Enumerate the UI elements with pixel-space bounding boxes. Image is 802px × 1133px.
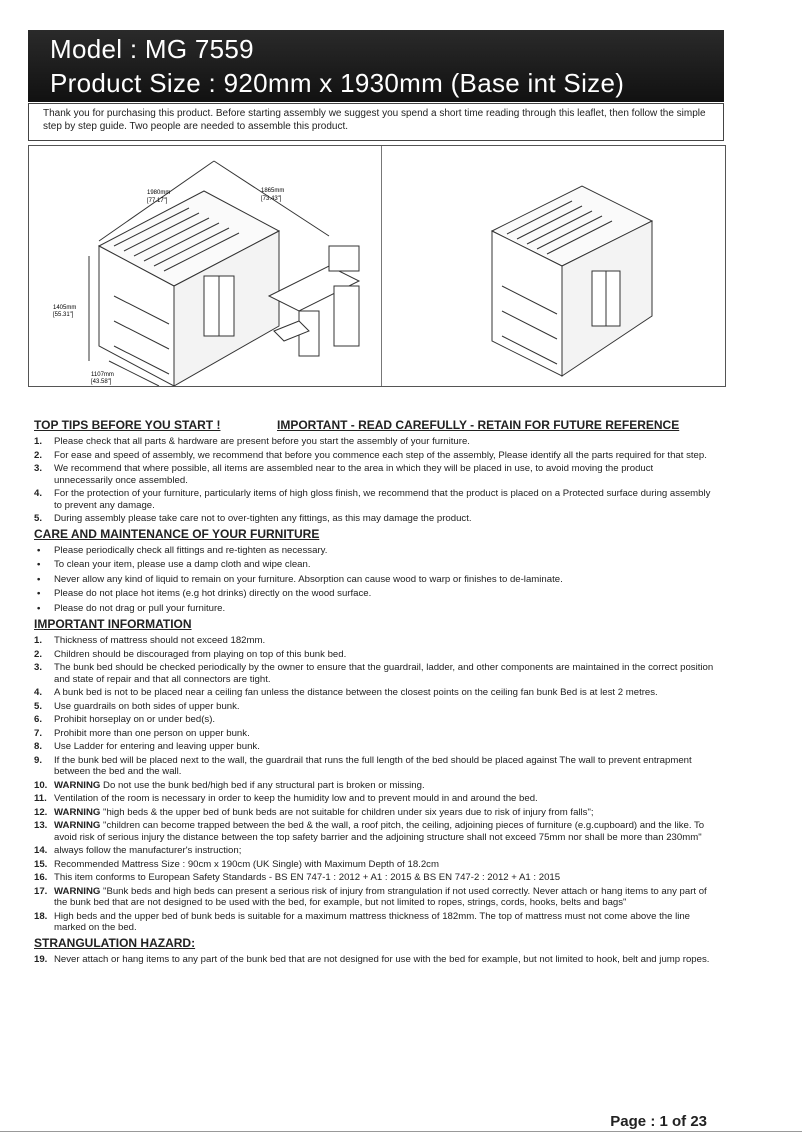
care-heading: CARE AND MAINTENANCE OF YOUR FURNITURE xyxy=(34,526,320,541)
list-item: 13. WARNING "children can become trapped between the bed & the wall, a roof pitch, the ceiling, adjoining pieces of furniture (e.g.cupboard) and the like. To avoid risk of serious injury the distance between the top safety barrier and the adjoining structure shall not exceed 75mm nor shall be more than 230mm" xyxy=(34,820,705,843)
list-item: 10. WARNING Do not use the bunk bed/high bed if any structural part is broken or missing. xyxy=(34,779,425,791)
item-text: Please do not drag or pull your furniture. xyxy=(54,602,226,614)
list-item: 1. Thickness of mattress should not exceed 182mm. xyxy=(34,635,266,646)
list-item: • Never allow any kind of liquid to remain on your furniture. Absorption can cause wood to warp or finishes to de-laminate. xyxy=(37,573,563,585)
list-item: • To clean your item, please use a damp cloth and wipe clean. xyxy=(37,559,311,570)
list-item: 5. Use guardrails on both sides of upper bunk. xyxy=(34,700,240,712)
list-item: 15. Recommended Mattress Size : 90cm x 190cm (UK Single) with Maximum Depth of 18.2cm xyxy=(34,858,439,870)
list-item xyxy=(34,513,714,525)
dim-height-label: 1405mm xyxy=(53,305,77,311)
care-list xyxy=(34,545,714,615)
list-item: 3. The bunk bed should be checked periodically by the owner to ensure that the guardrail, ladder, and other components are maintained in the correct position and state of repair and that all connectors are tight. xyxy=(34,662,714,685)
important-info-list xyxy=(34,635,714,934)
list-item: 18. High beds and the upper bed of bunk beds is suitable for a maximum mattress thickness of 182mm. The top of mattress must not come above the line marked on the bed. xyxy=(34,910,691,933)
list-item xyxy=(34,450,714,462)
model-title: Model : MG 7559 xyxy=(50,34,254,64)
item-number: 4. xyxy=(34,488,43,499)
important-heading: IMPORTANT - READ CAREFULLY - RETAIN FOR FUTURE REFERENCE xyxy=(277,418,680,432)
list-item: 14. always follow the manufacturer's instruction; xyxy=(34,845,242,856)
list-item: 2. Children should be discouraged from playing on top of this bunk bed. xyxy=(34,648,347,660)
item-text: Please do not place hot items (e.g hot drinks) directly on the wood surface. xyxy=(54,588,372,599)
list-item: 12. WARNING "high beds & the upper bed of bunk beds are not suitable for children under six years due to risk of injury from falls"; xyxy=(34,806,594,818)
dim-bottom-inches: [43.58"] xyxy=(91,379,112,385)
important-info-heading: IMPORTANT INFORMATION xyxy=(34,617,192,631)
top-tips-heading: TOP TIPS BEFORE YOU START ! xyxy=(34,418,221,432)
intro-text: Thank you for purchasing this product. Before starting assembly we suggest you spend a short time reading through this leaflet, then follow the simple step by step guide. Two people are needed to assemble this product. xyxy=(28,103,724,141)
dim-depth-inches: [73.43"] xyxy=(261,196,282,202)
dim-height-inches: [55.31"] xyxy=(53,312,74,318)
list-item: 11. Ventilation of the room is necessary in order to keep the humidity low and to prevent mould in and around the bed. xyxy=(34,793,538,804)
item-number: 5. xyxy=(34,513,43,524)
item-text: Please check that all parts & hardware are present before you start the assembly of your furniture. xyxy=(54,436,470,447)
list-item: • Please do not drag or pull your furniture. xyxy=(37,602,226,614)
product-illustration-box xyxy=(28,145,726,387)
list-item: 9. If the bunk bed will be placed next to the wall, the guardrail that runs the full length of the bed should be placed against The wall to prevent entrapment between the bed and the wall. xyxy=(34,754,692,777)
bottom-divider xyxy=(0,1131,802,1132)
list-item xyxy=(34,463,714,486)
item-number: 3. xyxy=(34,463,43,474)
list-item: • Please do not place hot items (e.g hot drinks) directly on the wood surface. xyxy=(37,588,372,599)
list-item: 4. A bunk bed is not to be placed near a ceiling fan unless the distance between the closest points on the ceiling fan bunk Bed is at lest 2 metres. xyxy=(34,687,658,698)
item-number: 2. xyxy=(34,449,43,461)
product-size-title: Product Size : 920mm x 1930mm (Base int Size) xyxy=(50,68,625,98)
item-text: To clean your item, please use a damp cloth and wipe clean. xyxy=(54,559,311,570)
bunk-bed-with-desk-illustration xyxy=(29,146,381,386)
list-item: 6. Prohibit horseplay on or under bed(s). xyxy=(34,714,216,725)
list-item: 8. Use Ladder for entering and leaving upper bunk. xyxy=(34,741,260,752)
list-item xyxy=(34,436,714,448)
dim-width-label: 1980mm xyxy=(147,190,171,196)
item-text: For ease and speed of assembly, we recommend that before you commence each step of the assembly, Please identify all the parts required for that step. xyxy=(54,449,707,461)
item-text: Never allow any kind of liquid to remain on your furniture. Absorption can cause wood to warp or finishes to de-laminate. xyxy=(54,573,563,585)
list-item: 16. This item conforms to European Safety Standards - BS EN 747-1 : 2012 + A1 : 2015 & BS EN 747-2 : 2012 + A1 : 2015 xyxy=(34,872,561,883)
strangulation-heading: STRANGULATION HAZARD: xyxy=(34,935,196,950)
section-headings xyxy=(34,418,714,434)
item-text: For the protection of your furniture, particularly items of high gloss finish, we recommend that the product is placed on a Protected surface during assembly to prevent any damage. xyxy=(54,488,711,511)
item-text: We recommend that where possible, all items are assembled near to the area in which they will be placed in use, to avoid moving the product unnecessarily once assembled. xyxy=(54,463,654,486)
instructions-content xyxy=(34,436,714,967)
item-text: Please periodically check all fittings and re-tighten as necessary. xyxy=(54,544,328,556)
page-number: Page : 1 of 23 xyxy=(610,1113,707,1130)
item-text: During assembly please take care not to over-tighten any fittings, as this may damage the product. xyxy=(54,513,472,524)
item-number: 1. xyxy=(34,436,43,447)
list-item: • Please periodically check all fittings and re-tighten as necessary. xyxy=(37,544,328,556)
list-item: 17. WARNING "Bunk beds and high beds can present a serious risk of injury from strangulation if not used correctly. Never attach or hang items to any part of the bunk bed that are not designed to be used with the bed, for example, but not limited to ropes, strings, cords, hooks, belts and bags" xyxy=(34,885,707,908)
dim-bottom-label: 1107mm xyxy=(91,372,114,378)
tips-list xyxy=(34,436,714,525)
list-item xyxy=(34,488,714,511)
bunk-bed-illustration xyxy=(382,146,725,386)
dim-width-inches: [77.17"] xyxy=(147,198,168,204)
list-item: 19. Never attach or hang items to any part of the bunk bed that are not designed for use with the bed for example, but not limited to hook, belt and jump ropes. xyxy=(34,953,710,965)
list-item: 7. Prohibit more than one person on upper bunk. xyxy=(34,727,250,739)
title-banner xyxy=(28,30,724,102)
dim-depth-label: 1865mm xyxy=(261,188,285,194)
